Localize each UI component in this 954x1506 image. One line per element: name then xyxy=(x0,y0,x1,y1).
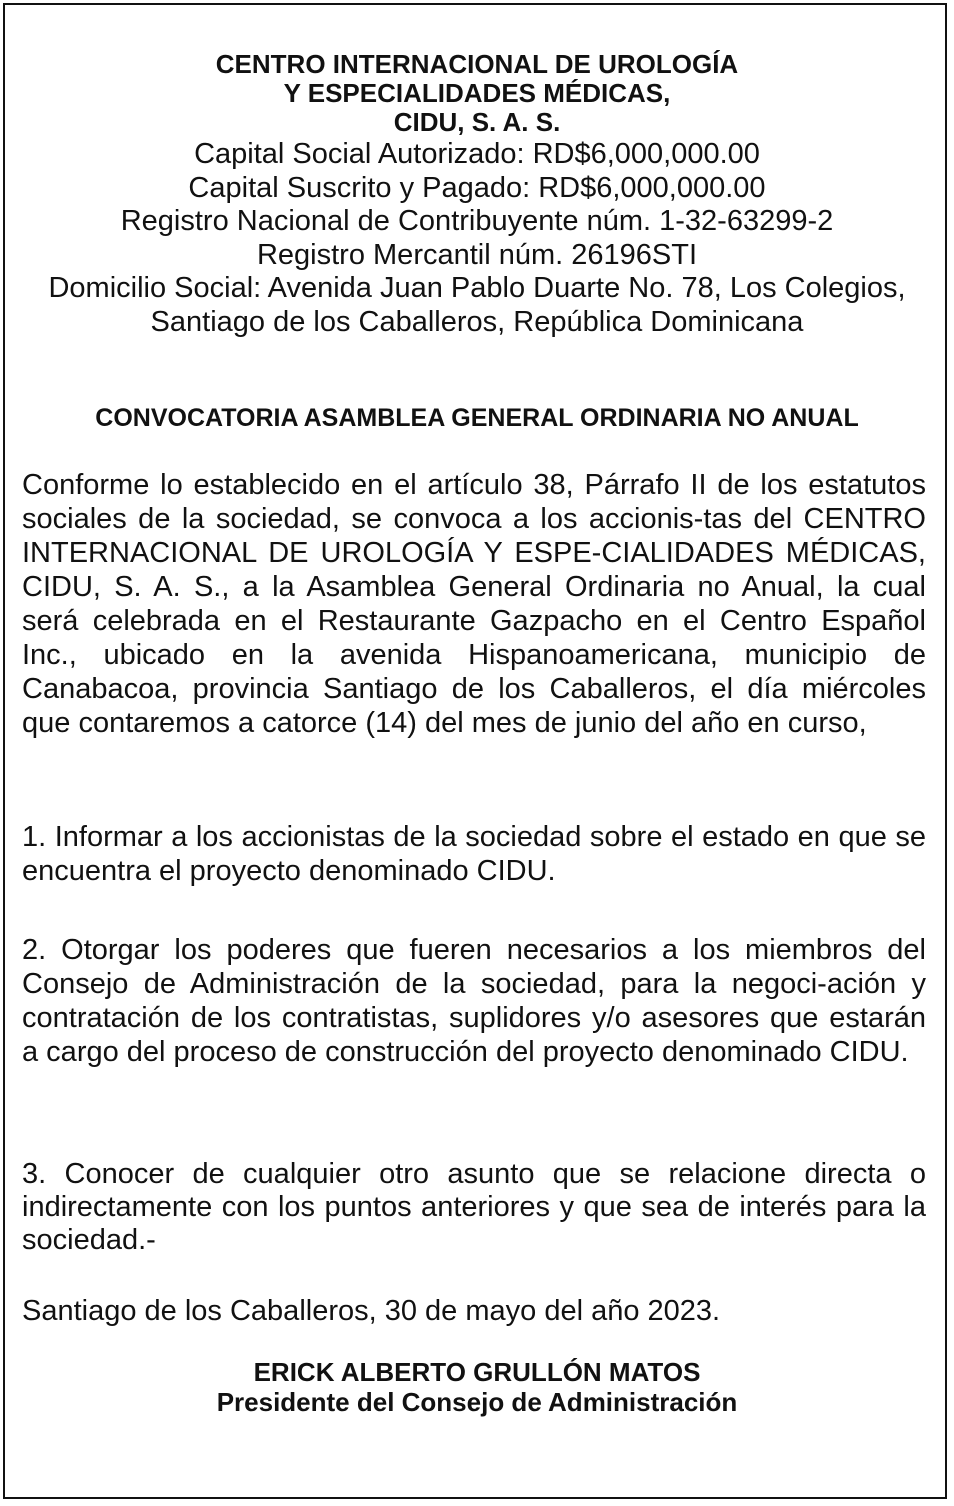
ciudad-pais: Santiago de los Caballeros, República Dominicana xyxy=(150,305,804,338)
agenda-item-3: 3. Conocer de cualquier otro asunto que se relacione directa o indirectamente con los puntos anteriores y que sea de interés para la sociedad.- xyxy=(22,1158,926,1256)
registro-mercantil: Registro Mercantil núm. 26196STI xyxy=(256,238,698,271)
company-name-line3: CIDU, S. A. S. xyxy=(393,107,561,137)
signer-name: ERICK ALBERTO GRULLÓN MATOS xyxy=(253,1357,701,1387)
signature-block xyxy=(0,1357,954,1417)
intro-paragraph: Conforme lo establecido en el artículo 38, Párrafo II de los estatutos sociales de la sociedad, se convoca a los accionis-tas del CENTRO INTERNACIONAL DE UROLOGÍA Y ESPE-CIALIDADES MÉDICAS, CIDU, S. A. S., a la Asamblea General Ordinaria no Anual, la cual será celebrada en el Restaurante Gazpacho en el Centro Español Inc., ubicado en la avenida Hispanoamericana, municipio de Canabacoa, provincia Santiago de los Caballeros, el día miércoles que contaremos a catorce (14) del mes de junio del año en curso, xyxy=(22,469,926,739)
convocatoria-title: CONVOCATORIA ASAMBLEA GENERAL ORDINARIA NO ANUAL xyxy=(95,404,859,432)
company-name-line2: Y ESPECIALIDADES MÉDICAS, xyxy=(283,78,671,108)
agenda-item-2: 2. Otorgar los poderes que fueren necesarios a los miembros del Consejo de Administración de la sociedad, para la negoci-ación y contratación de los contratistas, suplidores y/o asesores que estarán a cargo del proceso de construcción del proyecto denominado CIDU. xyxy=(22,934,926,1068)
company-header xyxy=(0,50,954,137)
rnc-number: Registro Nacional de Contribuyente núm. 1-32-63299-2 xyxy=(120,205,834,237)
capital-suscrito: Capital Suscrito y Pagado: RD$6,000,000.00 xyxy=(188,171,766,204)
company-facts xyxy=(0,138,954,339)
domicilio-social: Domicilio Social: Avenida Juan Pablo Duarte No. 78, Los Colegios, xyxy=(48,272,906,304)
company-name-line1: CENTRO INTERNACIONAL DE UROLOGÍA xyxy=(215,49,739,79)
signer-title: Presidente del Consejo de Administración xyxy=(216,1387,738,1417)
date-line: Santiago de los Caballeros, 30 de mayo del año 2023. xyxy=(22,1295,721,1327)
capital-autorizado: Capital Social Autorizado: RD$6,000,000.00 xyxy=(194,138,760,170)
agenda-item-1: 1. Informar a los accionistas de la sociedad sobre el estado en que se encuentra el proyecto denominado CIDU. xyxy=(22,821,926,887)
